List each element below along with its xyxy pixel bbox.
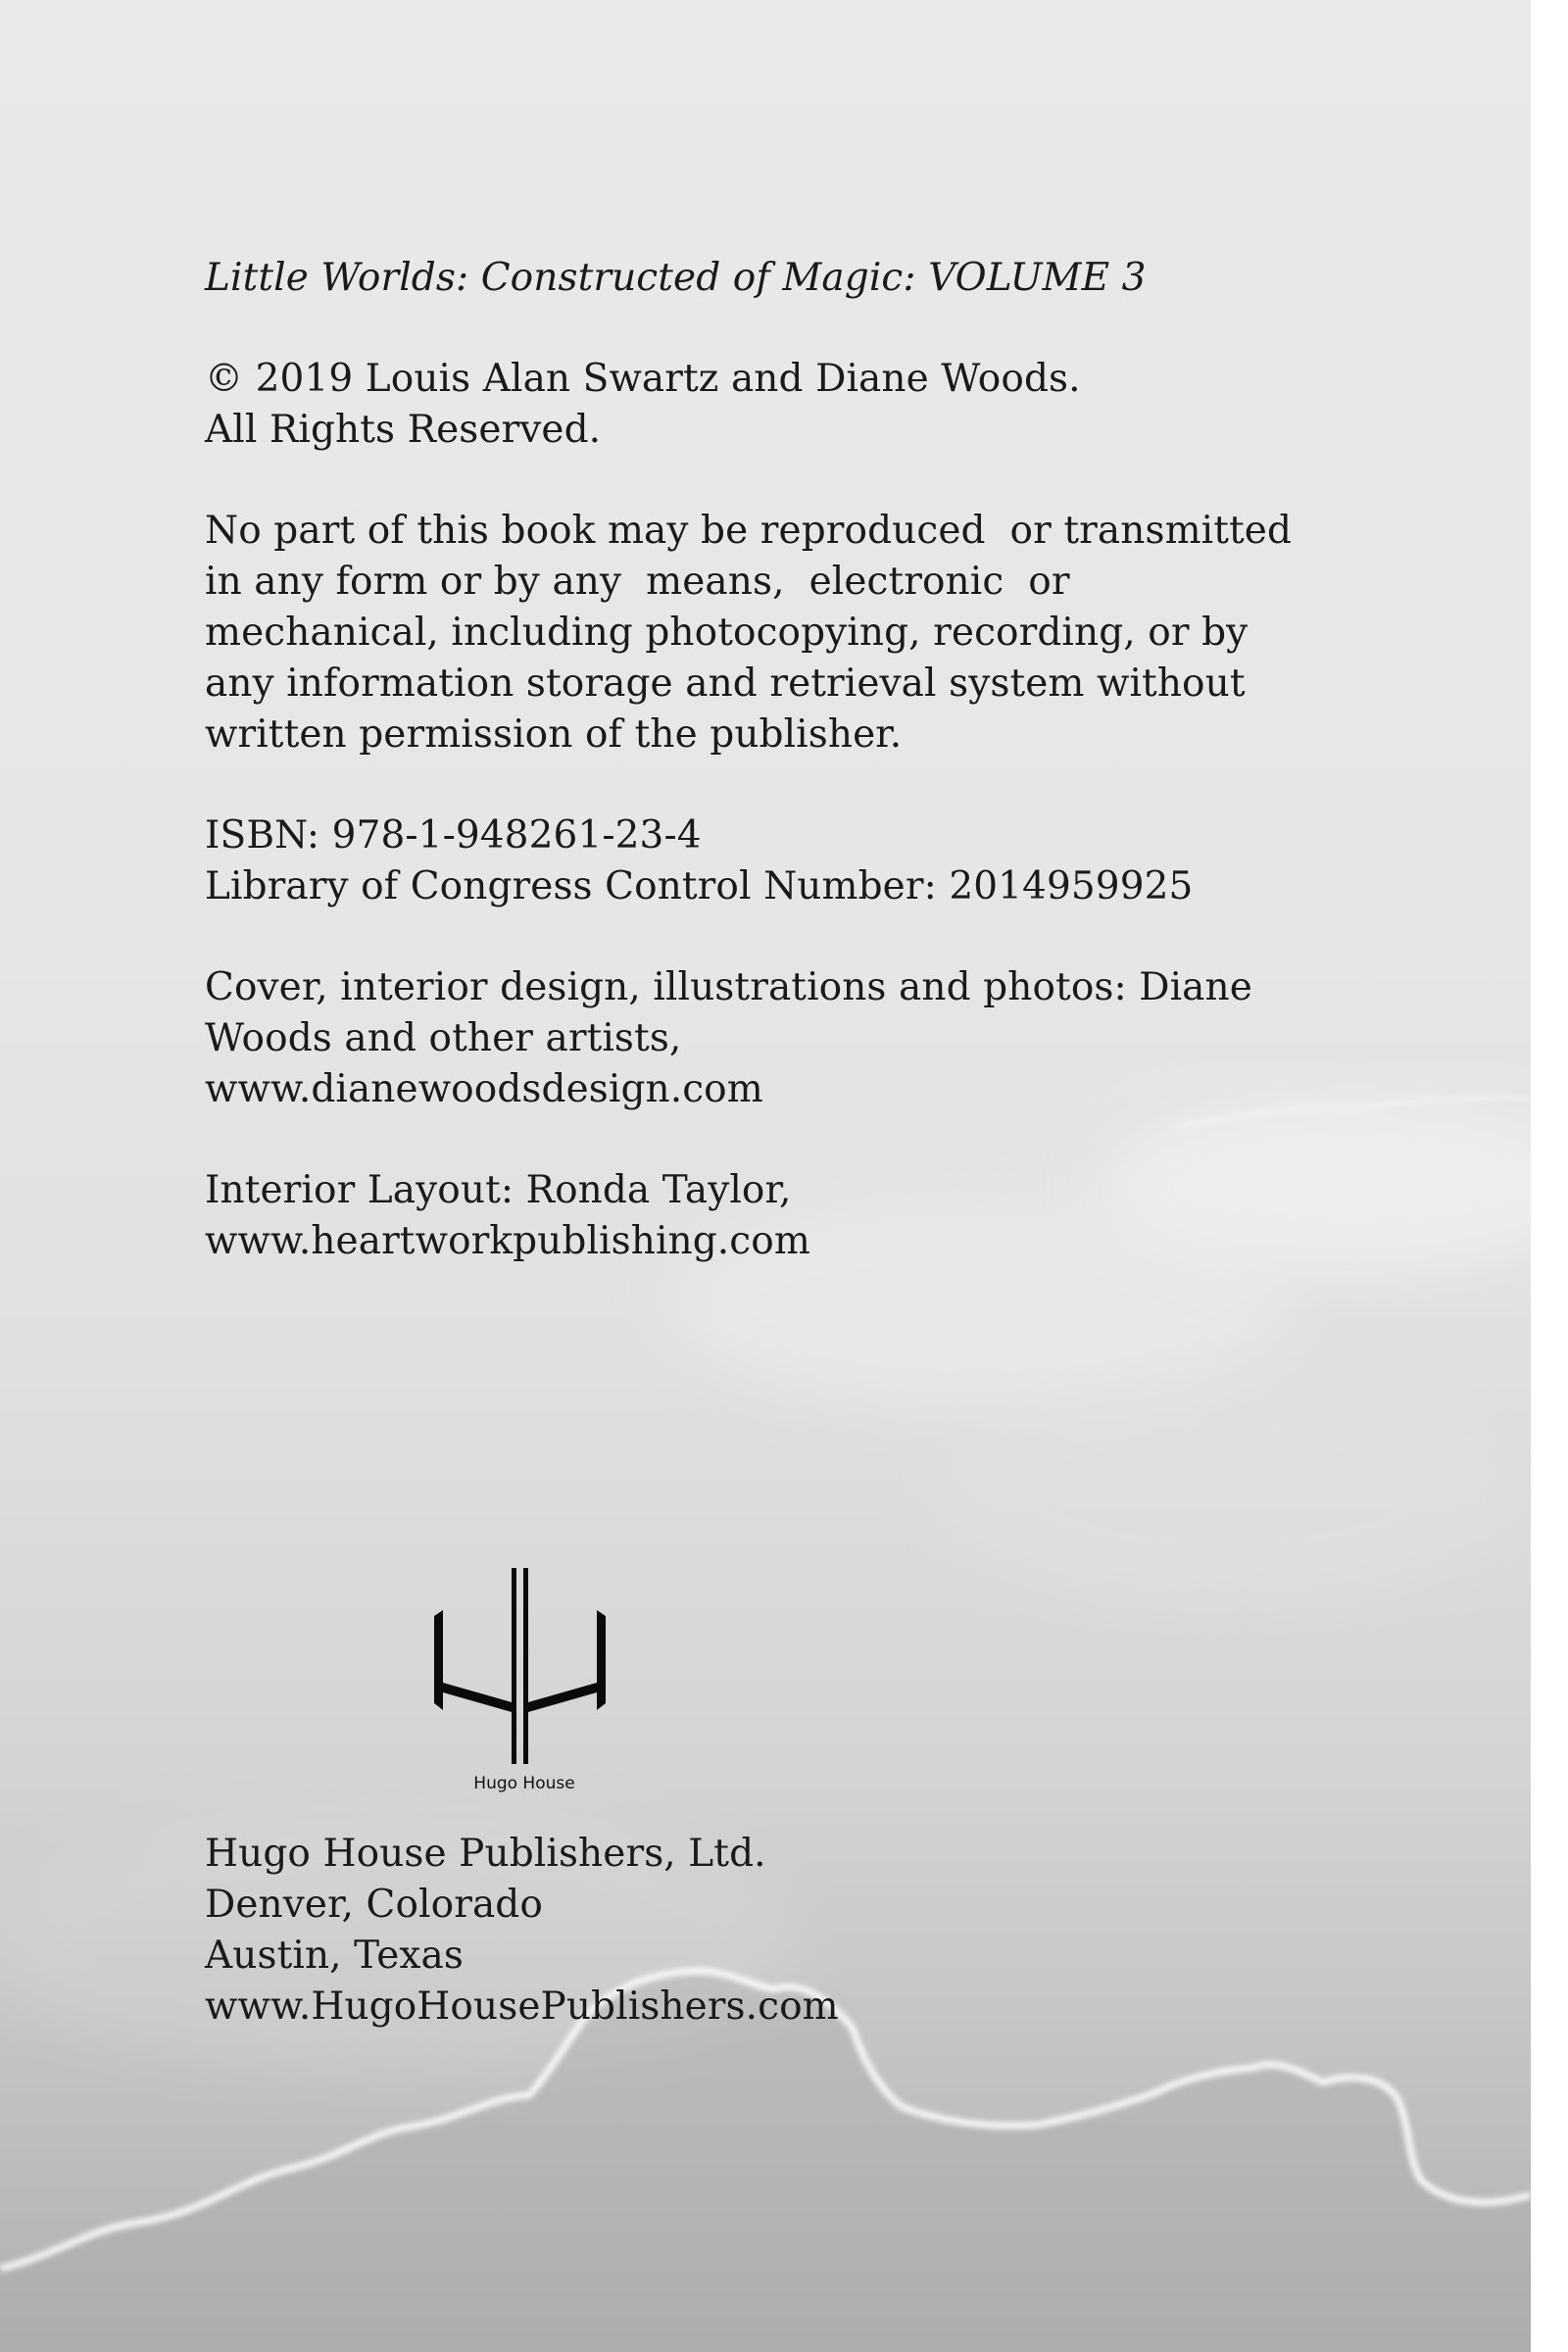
isbn-line: ISBN: 978-1-948261-23-4 [205, 813, 702, 858]
publisher-name: Hugo House Publishers, Ltd. [205, 1832, 766, 1876]
rights-notice-line-3: mechanical, including photocopying, recording, or by [205, 611, 1249, 655]
publisher-url: www.HugoHousePublishers.com [205, 1984, 839, 2029]
design-credit-line-1: Cover, interior design, illustrations and photos: Diane [205, 965, 1252, 1009]
lccn-line: Library of Congress Control Number: 2014959925 [205, 864, 1194, 908]
book-title: Little Worlds: Constructed of Magic: VOLUME 3 [205, 256, 1147, 300]
rights-notice-line-4: any information storage and retrieval system without [205, 662, 1246, 706]
rights-notice-line-2: in any form or by any means, electronic or [205, 560, 1070, 604]
layout-credit-url: www.heartworkpublishing.com [205, 1219, 810, 1263]
publisher-city-denver: Denver, Colorado [205, 1883, 543, 1927]
logo-caption: Hugo House [473, 1774, 575, 1793]
hugo-house-logo-icon [416, 1564, 632, 1809]
design-credit-url: www.dianewoodsdesign.com [205, 1067, 763, 1111]
rights-reserved-line: All Rights Reserved. [205, 408, 602, 452]
copyright-line: © 2019 Louis Alan Swartz and Diane Woods. [205, 357, 1081, 401]
page-edge-margin [1531, 0, 1568, 2352]
layout-credit-line: Interior Layout: Ronda Taylor, [205, 1168, 792, 1212]
design-credit-line-2: Woods and other artists, [205, 1016, 682, 1060]
rights-notice-line-5: written permission of the publisher. [205, 712, 903, 757]
publisher-city-austin: Austin, Texas [205, 1934, 464, 1978]
rights-notice-line-1: No part of this book may be reproduced or transmitted [205, 509, 1293, 553]
